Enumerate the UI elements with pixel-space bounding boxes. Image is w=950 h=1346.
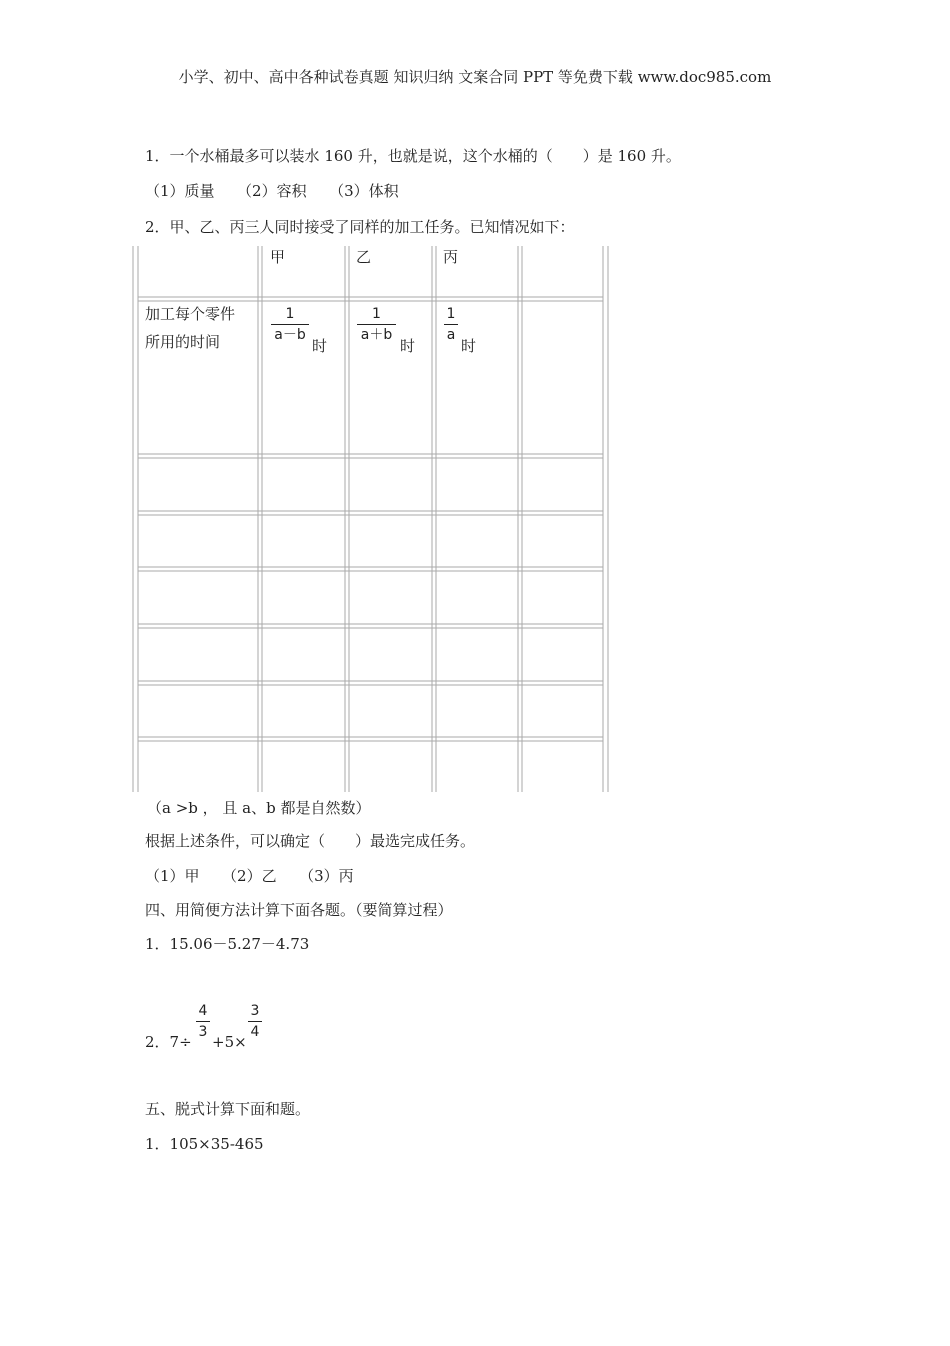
unit-yi: 时 — [400, 337, 416, 355]
fraction-bing-denominator: a — [446, 327, 456, 343]
problem-2-fraction-2-denominator: 4 — [250, 1024, 260, 1040]
fraction-jia-numerator: 1 — [285, 306, 295, 322]
section-5-title: 五、脱式计算下面和题。 — [145, 1100, 311, 1118]
question-2-options: （1）甲 （2）乙 （3）丙 — [145, 867, 354, 885]
question-1-text: 1．一个水桶最多可以装水 160 升，也就是说，这个水桶的（ ）是 160 升。 — [145, 147, 681, 165]
unit-jia: 时 — [312, 337, 328, 355]
page-header: 小学、初中、高中各种试卷真题 知识归纳 文案合同 PPT 等免费下载 www.doc985.com — [178, 68, 772, 86]
fraction-yi-numerator: 1 — [372, 306, 381, 322]
question-2-condition: （a >b ， 且 a、b 都是自然数） — [147, 799, 371, 817]
table-header-yi: 乙 — [356, 248, 372, 266]
problem-2-fraction-2 — [248, 1002, 262, 1041]
fraction-yi-denominator: a＋b — [360, 327, 393, 343]
unit-bing: 时 — [461, 337, 477, 355]
fraction-bing — [444, 305, 458, 344]
row-label-line-2: 所用的时间 — [145, 333, 221, 351]
row-label-line-1: 加工每个零件 — [145, 305, 236, 323]
table-row-label — [145, 300, 235, 356]
fraction-bing-numerator: 1 — [446, 306, 456, 322]
section-4-title: 四、用简便方法计算下面各题。（要简算过程） — [145, 901, 453, 919]
section-5-problem-1: 1．105×35-465 — [145, 1135, 264, 1153]
question-2-text: 2．甲、乙、丙三人同时接受了同样的加工任务。已知情况如下： — [145, 218, 575, 236]
problem-2-fraction-1-denominator: 3 — [198, 1024, 208, 1040]
section-4-problem-2-prefix: 2．7÷ — [145, 1033, 192, 1051]
fraction-jia-denominator: a－b — [274, 327, 306, 343]
question-2-question: 根据上述条件，可以确定（ ）最选完成任务。 — [145, 832, 476, 850]
problem-2-fraction-2-numerator: 3 — [250, 1003, 260, 1019]
problem-2-fraction-1 — [196, 1002, 210, 1041]
fraction-jia — [271, 305, 309, 344]
problem-2-fraction-1-numerator: 4 — [198, 1003, 208, 1019]
section-4-problem-2-mid: +5× — [212, 1033, 247, 1051]
question-1-options: （1）质量 （2）容积 （3）体积 — [145, 182, 399, 200]
fraction-yi — [357, 305, 396, 344]
table-header-bing: 丙 — [443, 248, 459, 266]
table-header-jia: 甲 — [270, 248, 286, 266]
section-4-problem-1: 1．15.06－5.27－4.73 — [145, 935, 310, 953]
